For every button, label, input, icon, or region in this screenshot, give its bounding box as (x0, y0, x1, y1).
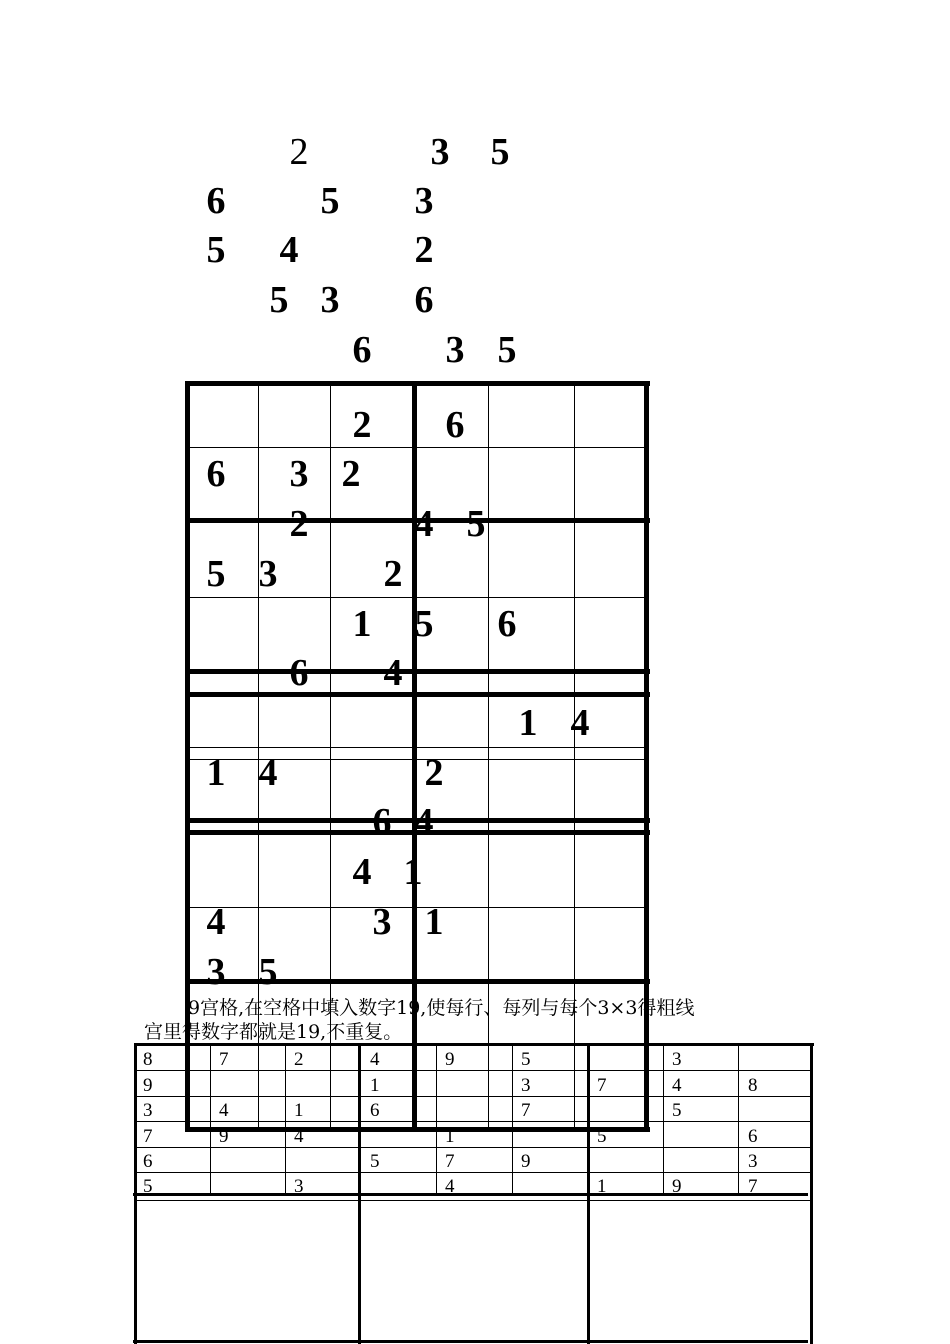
floating-number: 6 (414, 279, 434, 321)
grid-number: 6 (445, 404, 465, 446)
grid-number: 4 (570, 702, 590, 744)
floating-number: 6 (352, 329, 372, 371)
small-grid-cell: 7 (445, 1151, 455, 1172)
small-grid-cell: 7 (521, 1100, 531, 1121)
small-grid-cell: 5 (521, 1049, 531, 1070)
small-grid-cell: 3 (294, 1176, 304, 1197)
grid-number: 3 (206, 951, 226, 993)
grid-number: 5 (206, 553, 226, 595)
small-grid-cell: 7 (219, 1049, 229, 1070)
instruction-line-1: 9宫格,在空格中填入数字19,使每行、每列与每个3×3得粗线 (188, 997, 695, 1019)
floating-number: 5 (269, 279, 289, 321)
small-grid-cell: 3 (748, 1151, 758, 1172)
small-grid-cell: 4 (445, 1176, 455, 1197)
small-grid-cell: 5 (143, 1176, 153, 1197)
floating-number: 3 (414, 180, 434, 222)
floating-number: 5 (320, 180, 340, 222)
small-grid-cell: 4 (672, 1075, 682, 1096)
grid-number: 3 (258, 553, 278, 595)
floating-number: 2 (289, 131, 309, 173)
grid-number: 4 (414, 503, 434, 545)
grid-number: 4 (383, 652, 403, 694)
grid-number: 2 (289, 503, 309, 545)
small-grid-cell: 9 (445, 1049, 455, 1070)
small-grid-cell: 4 (370, 1049, 380, 1070)
small-grid-cell: 8 (748, 1075, 758, 1096)
grid-number: 1 (403, 851, 423, 893)
grid-number: 1 (424, 901, 444, 943)
grid-number: 2 (424, 752, 444, 794)
small-grid-cell: 9 (521, 1151, 531, 1172)
small-grid-cell: 5 (672, 1100, 682, 1121)
grid-number: 4 (258, 752, 278, 794)
small-grid-cell: 6 (370, 1100, 380, 1121)
small-grid-cell: 1 (597, 1176, 607, 1197)
small-grid-cell: 8 (143, 1049, 153, 1070)
grid-number: 2 (383, 553, 403, 595)
grid-number: 1 (352, 603, 372, 645)
grid-number: 3 (289, 453, 309, 495)
floating-number: 3 (430, 131, 450, 173)
floating-number: 3 (320, 279, 340, 321)
small-grid-cell: 7 (143, 1126, 153, 1147)
small-grid-cell: 1 (445, 1126, 455, 1147)
grid-number: 2 (341, 453, 361, 495)
floating-number: 5 (206, 229, 226, 271)
floating-number: 5 (497, 329, 517, 371)
small-grid-cell: 9 (219, 1126, 229, 1147)
small-grid-cell: 3 (521, 1075, 531, 1096)
small-grid-cell: 9 (672, 1176, 682, 1197)
grid-number: 6 (206, 453, 226, 495)
grid-number: 4 (206, 901, 226, 943)
grid-number: 4 (414, 801, 434, 843)
small-grid-cell: 1 (294, 1100, 304, 1121)
grid-number: 6 (497, 603, 517, 645)
grid-number: 6 (372, 801, 392, 843)
small-grid-cell: 4 (294, 1126, 304, 1147)
instruction-line-2: 宫里得数字都就是19,不重复。 (144, 1021, 403, 1043)
grid-number: 5 (258, 951, 278, 993)
small-grid-cell: 7 (748, 1176, 758, 1197)
grid-number: 2 (352, 404, 372, 446)
floating-number: 6 (206, 180, 226, 222)
small-grid-cell: 3 (672, 1049, 682, 1070)
small-grid-cell: 5 (370, 1151, 380, 1172)
grid-number: 5 (466, 503, 486, 545)
grid-number: 4 (352, 851, 372, 893)
floating-number: 4 (279, 229, 299, 271)
small-grid-cell: 6 (143, 1151, 153, 1172)
floating-number: 2 (414, 229, 434, 271)
grid-number: 1 (518, 702, 538, 744)
small-grid-cell: 4 (219, 1100, 229, 1121)
grid-number: 6 (289, 652, 309, 694)
small-grid-cell: 1 (370, 1075, 380, 1096)
grid-number: 1 (206, 752, 226, 794)
small-grid-cell: 9 (143, 1075, 153, 1096)
small-grid-cell: 6 (748, 1126, 758, 1147)
grid-number: 5 (414, 603, 434, 645)
small-grid-cell: 3 (143, 1100, 153, 1121)
small-grid-cell: 2 (294, 1049, 304, 1070)
floating-number: 5 (490, 131, 510, 173)
small-grid-cell: 5 (597, 1126, 607, 1147)
grid-number: 3 (372, 901, 392, 943)
small-grid-cell: 7 (597, 1075, 607, 1096)
floating-number: 3 (445, 329, 465, 371)
